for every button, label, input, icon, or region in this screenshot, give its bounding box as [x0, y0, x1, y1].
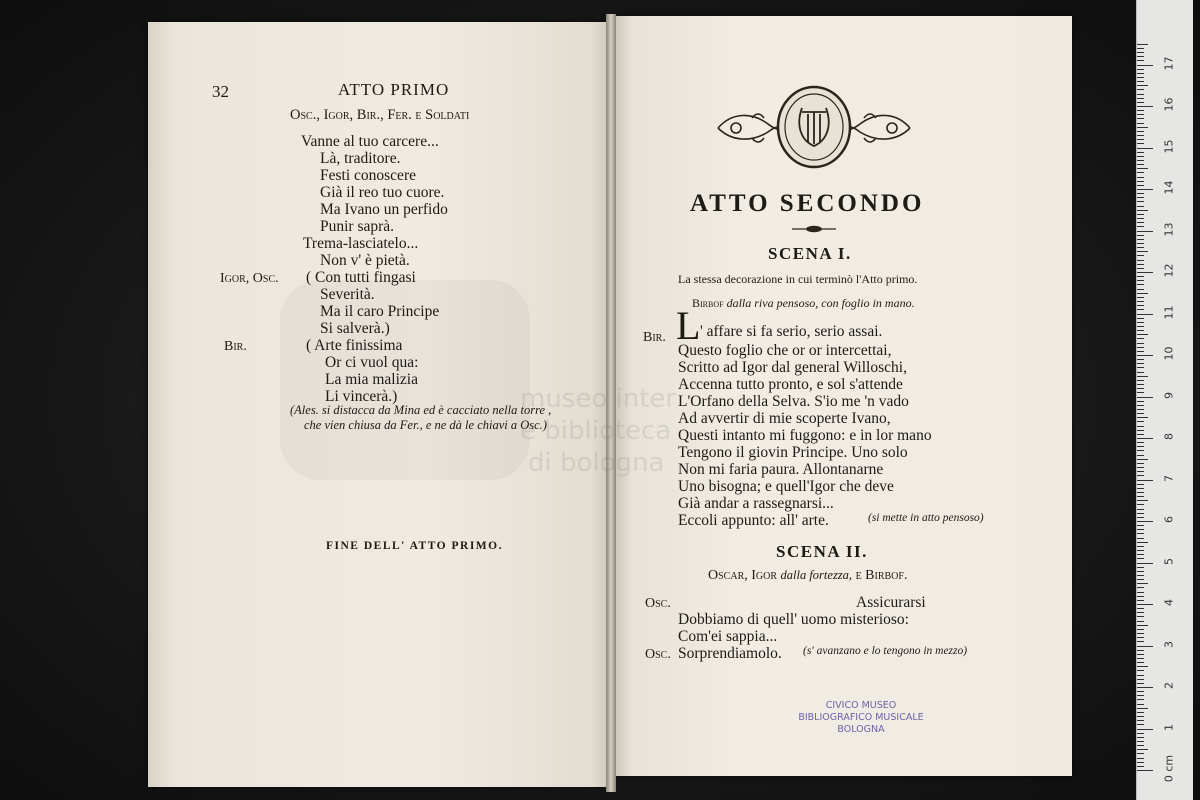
ruler-tick: [1137, 239, 1144, 240]
ruler-tick: [1137, 384, 1144, 385]
ruler-tick: [1137, 579, 1144, 580]
verse-line: Ad avvertir di mie scoperte Ivano,: [678, 410, 891, 427]
ruler-tick: [1137, 60, 1144, 61]
speaker-label: Osc.: [645, 647, 671, 662]
ruler-tick: [1137, 85, 1148, 86]
ruler-label: 16: [1162, 97, 1176, 112]
ruler-label: 6: [1162, 516, 1176, 523]
ruler-tick: [1137, 280, 1144, 281]
ruler-tick: [1137, 44, 1148, 45]
ruler-tick: [1137, 372, 1144, 373]
ruler-tick: [1137, 521, 1153, 522]
ruler-tick: [1137, 654, 1144, 655]
ruler-tick: [1137, 397, 1153, 398]
watermark-line-3: di bologna: [528, 448, 665, 478]
ruler-tick: [1137, 94, 1144, 95]
ruler-tick: [1137, 558, 1144, 559]
ruler-tick: [1137, 118, 1144, 119]
ruler-tick: [1137, 218, 1144, 219]
ruler-tick: [1137, 152, 1144, 153]
ruler-tick: [1137, 629, 1144, 630]
verse-line: Tengono il giovin Principe. Uno solo: [678, 444, 908, 461]
ruler-tick: [1137, 488, 1144, 489]
ruler-tick: [1137, 600, 1144, 601]
verse-line: Si salverà.): [320, 320, 390, 337]
ruler-tick: [1137, 330, 1144, 331]
ruler-tick: [1137, 766, 1144, 767]
ruler-tick: [1137, 708, 1148, 709]
verse-line: Accenna tutto pronto, e sol s'attende: [678, 376, 903, 393]
ruler-tick: [1137, 430, 1144, 431]
ruler-tick: [1137, 421, 1144, 422]
ruler-tick: [1137, 691, 1144, 692]
ruler-tick: [1137, 318, 1144, 319]
verse-line: Festi conoscere: [320, 167, 416, 184]
verse-line: La mia malizia: [325, 371, 418, 388]
measurement-ruler: [1136, 0, 1193, 800]
verse-line: Vanne al tuo carcere...: [301, 133, 439, 150]
ruler-tick: [1137, 69, 1144, 70]
ruler-tick: [1137, 492, 1144, 493]
ruler-tick: [1137, 650, 1144, 651]
ruler-tick: [1137, 467, 1144, 468]
ruler-tick: [1137, 749, 1148, 750]
ruler-tick: [1137, 475, 1144, 476]
ruler-tick: [1137, 542, 1148, 543]
library-stamp: [796, 700, 926, 736]
ruler-tick: [1137, 575, 1144, 576]
ornament-vignette: [712, 84, 916, 170]
ruler-tick: [1137, 177, 1144, 178]
ruler-tick: [1137, 662, 1144, 663]
character-name: Birbof: [692, 296, 724, 310]
ruler-tick: [1137, 363, 1144, 364]
ruler-tick: [1137, 679, 1144, 680]
verse-line: Questi intanto mi fuggono: e in lor mano: [678, 427, 932, 444]
ruler-tick: [1137, 753, 1144, 754]
scene-characters: [708, 568, 907, 584]
ruler-label: 5: [1162, 557, 1176, 565]
ruler-tick: [1137, 641, 1144, 642]
ruler-tick: [1137, 322, 1144, 323]
ruler-tick: [1137, 380, 1144, 381]
ruler-tick: [1137, 741, 1144, 742]
ruler-tick: [1137, 616, 1144, 617]
ruler-tick: [1137, 56, 1144, 57]
ruler-tick: [1137, 185, 1144, 186]
ruler-tick: [1137, 554, 1144, 555]
ruler-tick: [1137, 625, 1148, 626]
verse-line: Or ci vuol qua:: [325, 354, 419, 371]
ruler-tick: [1137, 326, 1144, 327]
verse-line: Scritto ad Igor dal general Willoschi,: [678, 359, 907, 376]
ruler-tick: [1137, 716, 1144, 717]
ruler-label: 11: [1162, 305, 1176, 319]
ruler-tick: [1137, 413, 1144, 414]
ruler-tick: [1137, 392, 1144, 393]
ruler-tick: [1137, 621, 1144, 622]
ruler-tick: [1137, 73, 1144, 74]
ruler-tick: [1137, 123, 1144, 124]
verse-line: Non mi faria paura. Allontanarne: [678, 461, 884, 478]
ruler-tick: [1137, 172, 1144, 173]
verse-line: Sorprendiamolo.: [678, 645, 782, 662]
ruler-label: 8: [1162, 433, 1176, 440]
scene-description: La stessa decorazione in cui terminò l'Atto primo.: [678, 272, 918, 286]
ruler-tick: [1137, 699, 1144, 700]
ruler-tick: [1137, 89, 1144, 90]
verse-line: Già andar a rassegnarsi...: [678, 495, 834, 512]
ruler-tick: [1137, 758, 1144, 759]
ruler-tick: [1137, 646, 1153, 647]
ruler-label: 7: [1162, 474, 1176, 482]
ruler-tick: [1137, 131, 1144, 132]
ruler-tick: [1137, 745, 1144, 746]
ruler-tick: [1137, 517, 1144, 518]
verse-line: ' affare si fa serio, serio assai.: [700, 323, 883, 340]
ruler-tick: [1137, 666, 1148, 667]
ruler-tick: [1137, 484, 1144, 485]
ruler-label: 12: [1162, 263, 1176, 278]
ruler-tick: [1137, 343, 1144, 344]
watermark-line-2: e biblioteca: [520, 416, 672, 446]
ruler-tick: [1137, 695, 1144, 696]
ruler-tick: [1137, 52, 1144, 53]
ruler-tick: [1137, 500, 1148, 501]
ruler-tick: [1137, 81, 1144, 82]
ruler-tick: [1137, 376, 1148, 377]
ruler-tick: [1137, 538, 1144, 539]
ruler-tick: [1137, 168, 1148, 169]
verse-line: Ma Ivano un perfido: [320, 201, 448, 218]
ruler-tick: [1137, 201, 1144, 202]
ruler-tick: [1137, 670, 1144, 671]
scene-heading: SCENA II.: [776, 542, 868, 561]
ruler-tick: [1137, 608, 1144, 609]
ruler-tick: [1137, 235, 1144, 236]
ruler-tick: [1137, 98, 1144, 99]
ruler-tick: [1137, 401, 1144, 402]
ruler-tick: [1137, 658, 1144, 659]
ruler-tick: [1137, 567, 1144, 568]
ruler-label: 3: [1162, 640, 1176, 648]
ruler-tick: [1137, 334, 1148, 335]
ruler-tick: [1137, 525, 1144, 526]
verse-line: ( Arte finissima: [306, 337, 403, 354]
verse-line: L'Orfano della Selva. S'io me 'n vado: [678, 393, 909, 410]
ruler-tick: [1137, 733, 1144, 734]
ruler-tick: [1137, 297, 1144, 298]
ruler-tick: [1137, 446, 1144, 447]
ruler-tick: [1137, 770, 1153, 771]
ruler-tick: [1137, 724, 1144, 725]
ruler-tick: [1137, 533, 1144, 534]
ruler-tick: [1137, 450, 1144, 451]
stamp-line: BOLOGNA: [837, 724, 885, 735]
verse-line: Uno bisogna; e quell'Igor che deve: [678, 478, 894, 495]
verse-line: Severità.: [320, 286, 375, 303]
ruler-tick: [1137, 255, 1144, 256]
ruler-tick: [1137, 193, 1144, 194]
ruler-tick: [1137, 156, 1144, 157]
ruler-tick: [1137, 243, 1144, 244]
stage-text: dalla fortezza,: [780, 568, 853, 582]
stage-direction: che vien chiusa da Fer., e ne dà le chiavi a Osc.): [304, 418, 547, 432]
ruler-tick: [1137, 48, 1144, 49]
ruler-tick: [1137, 426, 1144, 427]
ruler-tick: [1137, 127, 1148, 128]
ruler-tick: [1137, 210, 1148, 211]
verse-line: Là, traditore.: [320, 150, 401, 167]
ruler-tick: [1137, 438, 1153, 439]
stage-direction: (Ales. si distacca da Mina ed è cacciato nella torre ,: [290, 403, 552, 417]
end-of-act: FINE DELL' ATTO PRIMO.: [326, 540, 503, 552]
watermark-line-1: museo inter: [520, 384, 677, 414]
ruler-tick: [1137, 434, 1144, 435]
ruler-tick: [1137, 164, 1144, 165]
verse-line: Com'ei sappia...: [678, 628, 778, 645]
ruler-tick: [1137, 604, 1153, 605]
stage-direction: (s' avanzano e lo tengono in mezzo): [803, 645, 968, 657]
speaker-label: Bir.: [643, 330, 666, 345]
title-divider: [790, 224, 838, 234]
ruler-tick: [1137, 102, 1144, 103]
ruler-tick: [1137, 276, 1144, 277]
drop-cap: L: [676, 303, 701, 348]
ruler-tick: [1137, 139, 1144, 140]
ruler-tick: [1137, 704, 1144, 705]
ruler-tick: [1137, 338, 1144, 339]
ruler-tick: [1137, 110, 1144, 111]
ruler-tick: [1137, 355, 1153, 356]
ruler-tick: [1137, 529, 1144, 530]
verse-line: Eccoli appunto: all' arte.: [678, 512, 829, 529]
ruler-label: 17: [1162, 56, 1176, 70]
ruler-tick: [1137, 347, 1144, 348]
ruler-tick: [1137, 272, 1153, 273]
verse-line: Ma il caro Principe: [320, 303, 440, 320]
running-header: ATTO PRIMO: [338, 80, 450, 99]
verse-line: Assicurarsi: [856, 594, 926, 611]
ruler-tick: [1137, 480, 1153, 481]
ruler-tick: [1137, 284, 1144, 285]
ruler-label: 4: [1162, 599, 1176, 606]
ruler-tick: [1137, 583, 1148, 584]
ruler-tick: [1137, 268, 1144, 269]
ruler-label: 13: [1162, 222, 1176, 236]
stage-direction: (si mette in atto pensoso): [868, 512, 984, 524]
ruler-label: 9: [1162, 391, 1176, 399]
ruler-tick: [1137, 596, 1144, 597]
ruler-tick: [1137, 637, 1144, 638]
ruler-tick: [1137, 314, 1153, 315]
ruler-tick: [1137, 550, 1144, 551]
ruler-tick: [1137, 509, 1144, 510]
ruler-label: 10: [1162, 346, 1176, 361]
speaker-label: Osc.: [645, 596, 671, 611]
ruler-tick: [1137, 729, 1153, 730]
ruler-tick: [1137, 189, 1153, 190]
ruler-tick: [1137, 687, 1153, 688]
ruler-tick: [1137, 309, 1144, 310]
ruler-tick: [1137, 405, 1144, 406]
ruler-tick: [1137, 417, 1148, 418]
ruler-tick: [1137, 592, 1144, 593]
scene-heading: SCENA I.: [768, 244, 852, 263]
ruler-tick: [1137, 720, 1144, 721]
ruler-tick: [1137, 712, 1144, 713]
ruler-label: 2: [1162, 682, 1176, 689]
ruler-tick: [1137, 409, 1144, 410]
ruler-tick: [1137, 247, 1144, 248]
ruler-tick: [1137, 455, 1144, 456]
stamp-line: CIVICO MUSEO: [825, 700, 897, 711]
ruler-tick: [1137, 563, 1153, 564]
ruler-tick: [1137, 148, 1153, 149]
verse-line: Questo foglio che or or intercettai,: [678, 342, 892, 359]
ruler-tick: [1137, 293, 1148, 294]
ruler-tick: [1137, 459, 1148, 460]
scene-stage-direction: [692, 296, 915, 311]
ruler-tick: [1137, 264, 1144, 265]
ruler-tick: [1137, 737, 1144, 738]
ruler-tick: [1137, 226, 1144, 227]
character-name: e Birbof.: [855, 568, 908, 583]
ruler-tick: [1137, 206, 1144, 207]
ruler-tick: [1137, 231, 1153, 232]
ruler-tick: [1137, 65, 1153, 66]
ruler-tick: [1137, 571, 1144, 572]
ruler-tick: [1137, 305, 1144, 306]
ruler-tick: [1137, 359, 1144, 360]
ruler-tick: [1137, 197, 1144, 198]
verse-line: ( Con tutti fingasi: [306, 269, 416, 286]
verse-line: Già il reo tuo cuore.: [320, 184, 445, 201]
ruler-tick: [1137, 546, 1144, 547]
ruler-tick: [1137, 106, 1153, 107]
ruler-tick: [1137, 214, 1144, 215]
stamp-line: BIBLIOGRAFICO MUSICALE: [798, 712, 924, 723]
ruler-tick: [1137, 351, 1144, 352]
ruler-tick: [1137, 463, 1144, 464]
verse-line: Trema-lasciatelo...: [303, 235, 419, 252]
ruler-tick: [1137, 504, 1144, 505]
ruler-tick: [1137, 683, 1144, 684]
ruler-tick: [1137, 160, 1144, 161]
act-title: ATTO SECONDO: [690, 190, 925, 217]
ruler-tick: [1137, 251, 1148, 252]
page-number: 32: [212, 82, 229, 101]
stage-text: dalla riva pensoso, con foglio in mano.: [726, 296, 915, 310]
ruler-tick: [1137, 762, 1144, 763]
ruler-tick: [1137, 135, 1144, 136]
ruler-tick: [1137, 612, 1144, 613]
ruler-tick: [1137, 675, 1144, 676]
ruler-label: 15: [1162, 139, 1176, 153]
speaker-label: Igor, Osc.: [220, 271, 279, 286]
ruler-tick: [1137, 114, 1144, 115]
ruler-tick: [1137, 388, 1144, 389]
ruler-tick: [1137, 496, 1144, 497]
verse-line: Punir saprà.: [320, 218, 395, 235]
ruler-tick: [1137, 442, 1144, 443]
ruler-tick: [1137, 143, 1144, 144]
speaker-label: Bir.: [224, 339, 247, 354]
ruler-tick: [1137, 513, 1144, 514]
ruler-tick: [1137, 471, 1144, 472]
character-names: Oscar, Igor: [708, 568, 778, 583]
ruler-label: 14: [1162, 180, 1176, 195]
ruler-label: 0 cm: [1162, 754, 1176, 783]
verse-line: Non v' è pietà.: [320, 252, 410, 269]
ruler-tick: [1137, 181, 1144, 182]
ruler-tick: [1137, 289, 1144, 290]
ruler-tick: [1137, 222, 1144, 223]
characters-line: Osc., Igor, Bir., Fer. e Soldati: [290, 107, 470, 123]
ruler-tick: [1137, 587, 1144, 588]
ruler-tick: [1137, 367, 1144, 368]
verse-line: Li vincerà.): [325, 388, 398, 405]
ruler-tick: [1137, 301, 1144, 302]
ruler-tick: [1137, 633, 1144, 634]
ruler-tick: [1137, 260, 1144, 261]
ruler-tick: [1137, 77, 1144, 78]
verse-line: Dobbiamo di quell' uomo misterioso:: [678, 611, 909, 628]
ruler-label: 1: [1162, 723, 1176, 731]
